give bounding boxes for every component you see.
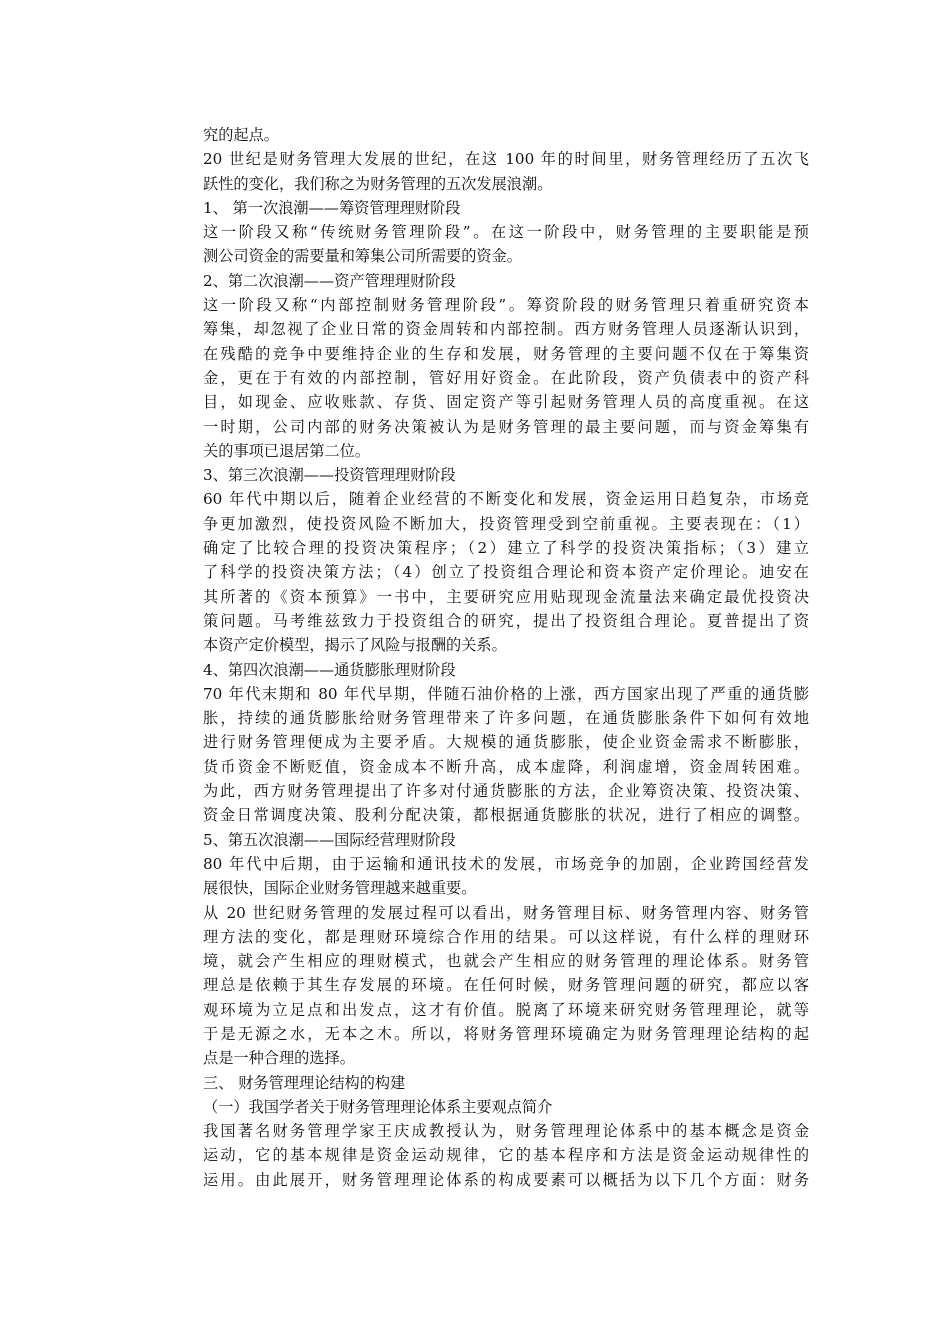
text-line: 观环境为立足点和出发点，这才有价值。脱离了环境来研究财务管理理论，就等 (203, 1000, 809, 1019)
text-line: 为此，西方财务管理提出了许多对付通货膨胀的方法，企业筹资决策、投资决策、 (203, 782, 809, 801)
text-line: 策问题。马考维兹致力于投资组合的研究，提出了投资组合理论。夏普提出了资 (203, 611, 809, 630)
text-line: 5、第五次浪潮——国际经营理财阶段 (203, 830, 456, 849)
text-line: 胀，持续的通货膨胀给财务管理带来了许多问题，在通货膨胀条件下如何有效地 (203, 709, 809, 728)
text-line: 本资产定价模型，揭示了风险与报酬的关系。 (203, 636, 507, 655)
text-line: 3、第三次浪潮——投资管理理财阶段 (203, 466, 456, 485)
text-line: 目，如现金、应收账款、存货、固定资产等引起财务管理人员的高度重视。在这 (203, 393, 809, 412)
text-line: 60 年代中期以后，随着企业经营的不断变化和发展，资金运用日趋复杂，市场竞 (203, 490, 809, 509)
text-line: 80 年代中后期，由于运输和通讯技术的发展，市场竞争的加剧，企业跨国经营发 (203, 854, 809, 873)
text-line: 这一阶段又称“内部控制财务管理阶段”。筹资阶段的财务管理只着重研究资本 (203, 296, 809, 315)
text-line: 理总是依赖于其生存发展的环境。在任何时候，财务管理问题的研究，都应以客 (203, 976, 809, 995)
document-body (203, 123, 809, 1192)
text-line: 于是无源之水，无本之木。所以，将财务管理环境确定为财务管理理论结构的起 (203, 1024, 809, 1043)
text-line: 70 年代末期和 80 年代早期，伴随石油价格的上涨，西方国家出现了严重的通货膨 (203, 684, 809, 703)
text-line: 4、第四次浪潮——通货膨胀理财阶段 (203, 660, 456, 679)
text-line: 展很快，国际企业财务管理越来越重要。 (203, 879, 477, 898)
document-page (203, 123, 809, 1192)
text-line: 争更加激烈，使投资风险不断加大，投资管理受到空前重视。主要表现在：（1） (203, 514, 809, 533)
text-line: 这一阶段又称“传统财务管理阶段”。在这一阶段中，财务管理的主要职能是预 (203, 223, 809, 242)
text-line: 境，就会产生相应的理财模式，也就会产生相应的财务管理的理论体系。财务管 (203, 952, 809, 971)
text-line: 究的起点。 (203, 126, 279, 144)
text-line: 确定了比较合理的投资决策程序；（2）建立了科学的投资决策指标；（3）建立 (203, 539, 809, 558)
text-line: 货币资金不断贬值，资金成本不断升高，成本虚降，利润虚增，资金周转困难。 (203, 757, 809, 776)
text-line: 一时期，公司内部的财务决策被认为是财务管理的最主要问题，而与资金筹集有 (203, 417, 809, 436)
text-line: 理方法的变化，都是理财环境综合作用的结果。可以这样说，有什么样的理财环 (203, 927, 809, 946)
text-line: 1、 第一次浪潮——筹资管理理财阶段 (203, 198, 461, 217)
text-line: 运动，它的基本规律是资金运动规律，它的基本程序和方法是资金运动规律性的 (203, 1146, 809, 1165)
text-line: 测公司资金的需要量和筹集公司所需要的资金。 (203, 247, 522, 266)
text-line: 关的事项已退居第二位。 (203, 441, 371, 460)
text-line: 了科学的投资决策方法；（4）创立了投资组合理论和资本资产定价理论。迪安在 (203, 563, 809, 582)
text-line: 2、第二次浪潮——资产管理理财阶段 (203, 271, 456, 290)
text-line: 跃性的变化，我们称之为财务管理的五次发展浪潮。 (203, 174, 553, 193)
text-line: 点是一种合理的选择。 (203, 1049, 355, 1068)
text-line: 从 20 世纪财务管理的发展过程可以看出，财务管理目标、财务管理内容、财务管 (203, 903, 809, 922)
text-line: 20 世纪是财务管理大发展的世纪，在这 100 年的时间里，财务管理经历了五次飞 (203, 150, 809, 169)
text-line: 筹集，却忽视了企业日常的资金周转和内部控制。西方财务管理人员逐渐认识到， (203, 320, 809, 339)
text-line: 进行财务管理便成为主要矛盾。大规模的通货膨胀，使企业资金需求不断膨胀， (203, 733, 809, 752)
text-line: 我国著名财务管理学家王庆成教授认为，财务管理理论体系中的基本概念是资金 (203, 1122, 809, 1141)
text-line: 其所著的《资本预算》一书中，主要研究应用贴现现金流量法来确定最优投资决 (203, 587, 809, 606)
text-line: 三、 财务管理理论结构的构建 (203, 1073, 406, 1092)
text-line: 运用。由此展开，财务管理理论体系的构成要素可以概括为以下几个方面：财务 (203, 1170, 809, 1189)
text-line: 在残酷的竞争中要维持企业的生存和发展，财务管理的主要问题不仅在于筹集资 (203, 344, 809, 363)
text-line: （一）我国学者关于财务管理理论体系主要观点简介 (203, 1097, 553, 1116)
text-line: 金，更在于有效的内部控制，管好用好资金。在此阶段，资产负债表中的资产科 (203, 368, 809, 387)
text-line: 资金日常调度决策、股利分配决策，都根据通货膨胀的状况，进行了相应的调整。 (203, 806, 809, 825)
